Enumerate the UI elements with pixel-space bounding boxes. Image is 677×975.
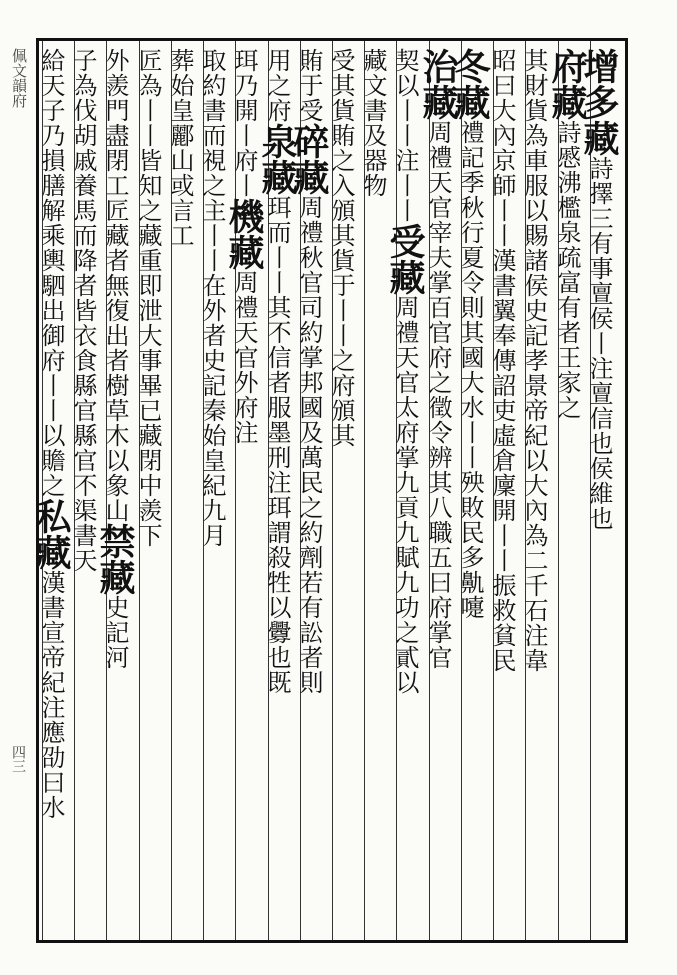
edge-title: 佩文韻府 [10,48,28,108]
entry-text: 漢書宣帝紀注應劭曰水 [37,570,65,820]
text-column [327,48,363,934]
text-column [198,48,234,934]
text-column [520,48,556,934]
text-column [30,48,73,934]
entry-headword: 府藏 [546,48,588,120]
entry-text: 用之府 [263,48,291,123]
text-column [94,48,137,934]
entry-text: 外羨門盡閉工匠藏者無復出者樹草木以象山 [101,48,129,523]
entry-text: 子為伐胡戚養馬而降者皆衣食縣官縣官不 [69,48,97,498]
page-number: 四三 [10,745,26,773]
entry-text: 其財貨為車服以賜諸侯史記孝景帝紀以大內為二千石注韋 [520,48,548,673]
entry-text: 葬始皇酈山或言工 [166,48,194,248]
entry-text: 史記秦始皇紀九月 [198,348,226,548]
entry-text: 周禮天官外府注 [230,270,258,445]
entry-text: 周禮秋官司約掌邦國及萬民之約劑若有訟者則 [295,195,323,695]
entry-headword: 泉藏 [256,123,298,195]
entry-text: 詩擇三有事亶侯丨 [585,156,613,356]
entry-headword: 增多藏 [578,48,620,156]
text-column [134,48,170,934]
text-column [359,48,395,934]
entry-text: 受其貨賄之入頒其貨于丨丨之府頒其 [327,48,355,448]
entry-headword: 私藏 [30,498,72,570]
entry-text: 珥乃開丨府丨 [230,48,258,198]
entry-text: 渠書天 [69,498,97,573]
entry-text: 注亶信也侯維也 [585,356,613,531]
entry-text: 史記河 [101,595,129,670]
entry-headword: 受藏 [384,223,426,295]
entry-headword: 機藏 [223,198,265,270]
entry-text: 賄于受 [295,48,323,123]
text-column [223,48,266,934]
text-column [417,48,460,934]
entry-text: 禮記季秋行夏令則其國大水丨丨殃敗民多鼽嚏 [456,120,484,620]
entry-text: 珥而丨丨其不信者服墨刑注珥謂殺牲以釁也既 [263,195,291,695]
entry-headword: 治藏 [417,48,459,120]
entry-text: 匠為丨丨皆知之藏重即泄大事畢已藏閉中羨下 [134,48,162,548]
entry-text: 周禮天官太府掌九貢九賦九功之貳以 [391,295,419,695]
entry-text: 藏文書及器物 [359,48,387,198]
text-column [166,48,202,934]
text-column [546,48,589,934]
entry-text: 給天子乃損膳解乘輿駟出御府丨丨以贍之 [37,48,65,498]
entry-text: 主丨丨在外者 [198,198,226,348]
text-column [384,48,427,934]
text-column [256,48,299,934]
entry-text: 周禮天官宰夫掌百官府之徵令辨其八職五曰府掌官 [424,120,452,670]
entry-text: 詩慼沸檻泉疏富有者王家之 [553,120,581,420]
text-column [449,48,492,934]
text-column [578,48,621,934]
entry-text: 契以丨丨注丨丨 [391,48,419,223]
text-column [288,48,331,934]
entry-headword: 碎藏 [288,123,330,195]
entry-text: 取約書而視之 [198,48,226,198]
text-column [488,48,524,934]
entry-text: 昭曰大內京師丨丨漢書翼奉傳詔吏虛倉廩開丨丨振救貧民 [488,48,516,673]
entry-headword: 冬藏 [449,48,491,120]
text-column [69,48,105,934]
entry-headword: 禁藏 [94,523,136,595]
